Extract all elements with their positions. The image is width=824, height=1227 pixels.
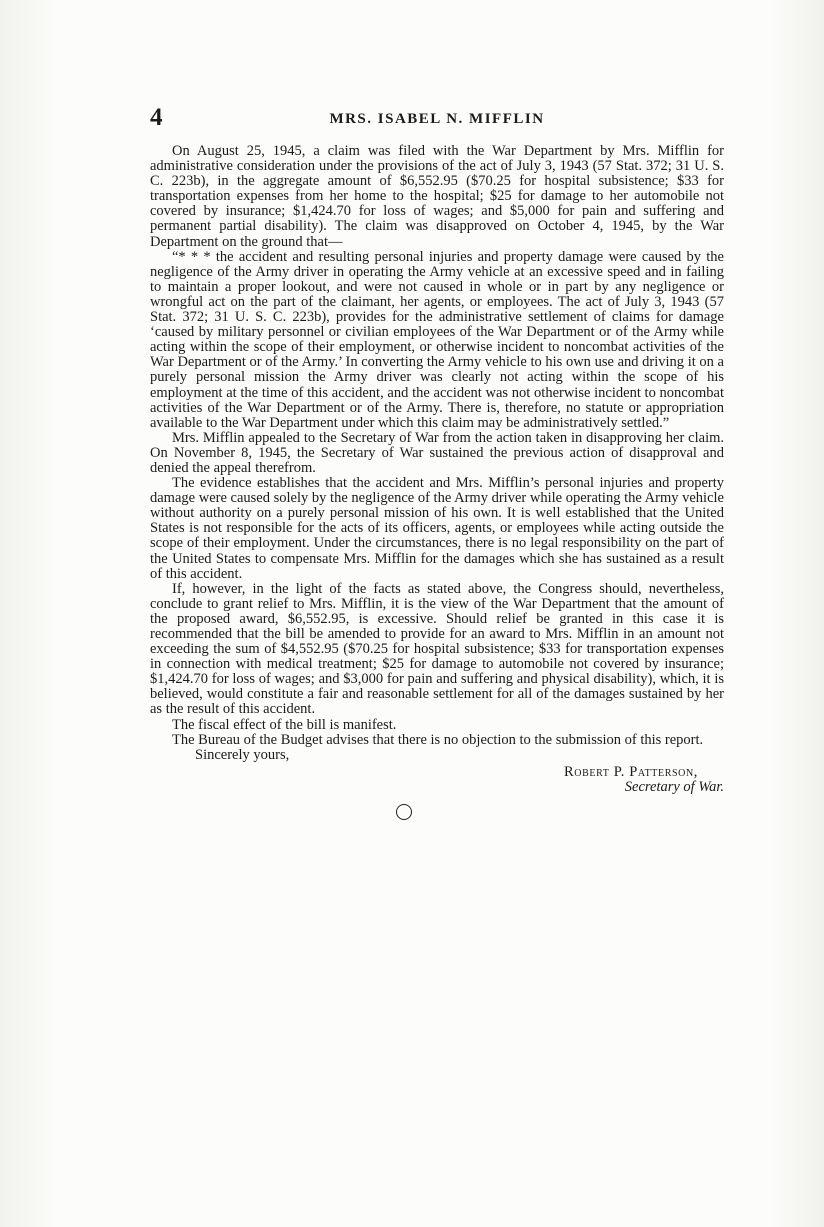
paragraph-appeal: Mrs. Mifflin appealed to the Secretary of War from the action taken in disapproving her claim. On November 8, 1945, the Secretary of War sustained the previous action of disapproval and denied the appeal therefrom. xyxy=(150,429,724,476)
paragraph-fiscal-effect: The fiscal effect of the bill is manifest. xyxy=(172,716,397,733)
page-number: 4 xyxy=(150,104,164,131)
page-header xyxy=(150,104,724,134)
paragraph-recommendation: If, however, in the light of the facts as stated above, the Congress should, nevertheless, conclude to grant relief to Mrs. Mifflin, it is the view of the War Department that the amount of the proposed award, $6,552.95, is excessive. Should relief be granted in this case it is recommended that the bill be amended to provide for an award to Mrs. Mifflin in an amount not exceeding the sum of $4,552.95 ($70.25 for hospital subsistence; $33 for transportation expenses in connection with medical treatment; $25 for damage to automobile not covered by insurance; $1,424.70 for loss of wages; and $3,000 for pain and suffering and physical disability), which, it is believed, would constitute a fair and reasonable settlement for all of the damages sustained by her as the result of this accident. xyxy=(150,580,724,718)
end-of-document-circle-icon xyxy=(396,804,412,820)
paragraph-budget-bureau: The Bureau of the Budget advises that there is no objection to the submission of this report. xyxy=(172,731,704,748)
running-title: MRS. ISABEL N. MIFFLIN xyxy=(329,111,545,127)
paragraph-quoted-ruling: “* * * the accident and resulting personal injuries and property damage were caused by the negligence of the Army driver in operating the Army vehicle at an excessive speed and in failing to maintain a proper lookout, and were not caused in whole or in part by any negligence or wrongful act on the part of the claimant, her agents, or employees. The act of July 3, 1943 (57 Stat. 372; 31 U. S. C. 223b), provides for the administrative settlement of claims for damage ‘caused by military personnel or civilian employees of the War Department or of the Army while acting within the scope of their employment, or otherwise incident to noncombat activities of the War Department or of the Army.’ In converting the Army vehicle to his own use and driving it on a purely personal mission the Army driver was clearly not acting within the scope of his employment at the time of this accident, and the accident was not otherwise incident to noncombat activities of the War Department or of the Army. There is, therefore, no statute or appropriation available to the War Department under which this claim may be administratively settled.” xyxy=(150,248,724,431)
letter-body xyxy=(150,144,724,800)
signer-title: Secretary of War. xyxy=(624,778,724,795)
closing: Sincerely yours, xyxy=(195,746,290,763)
signature-block xyxy=(150,748,724,800)
paragraph-claim-filed: On August 25, 1945, a claim was filed with the War Department by Mrs. Mifflin for administrative consideration under the provisions of the act of July 3, 1943 (57 Stat. 372; 31 U. S. C. 223b), in the aggregate amount of $6,552.95 ($70.25 for hospital subsistence; $33 for transportation expenses from her home to the hospital; $25 for damage to her automobile not covered by insurance; $1,424.70 for loss of wages; and $5,000 for pain and suffering and permanent partial disability). The claim was disapproved on October 4, 1945, by the War Department on the ground that— xyxy=(150,143,724,250)
signer-name: Robert P. Patterson, xyxy=(564,763,698,780)
paragraph-evidence: The evidence establishes that the accident and Mrs. Mifflin’s personal injuries and property damage were caused solely by the negligence of the Army driver while operating the Army vehicle without authority on a purely personal mission of his own. It is well established that the United States is not responsible for the acts of its officers, agents, or employees while acting outside the scope of their employment. Under the circumstances, there is no legal responsibility on the part of the United States to compensate Mrs. Mifflin for the damages which she has sustained as a result of this accident. xyxy=(150,475,724,582)
